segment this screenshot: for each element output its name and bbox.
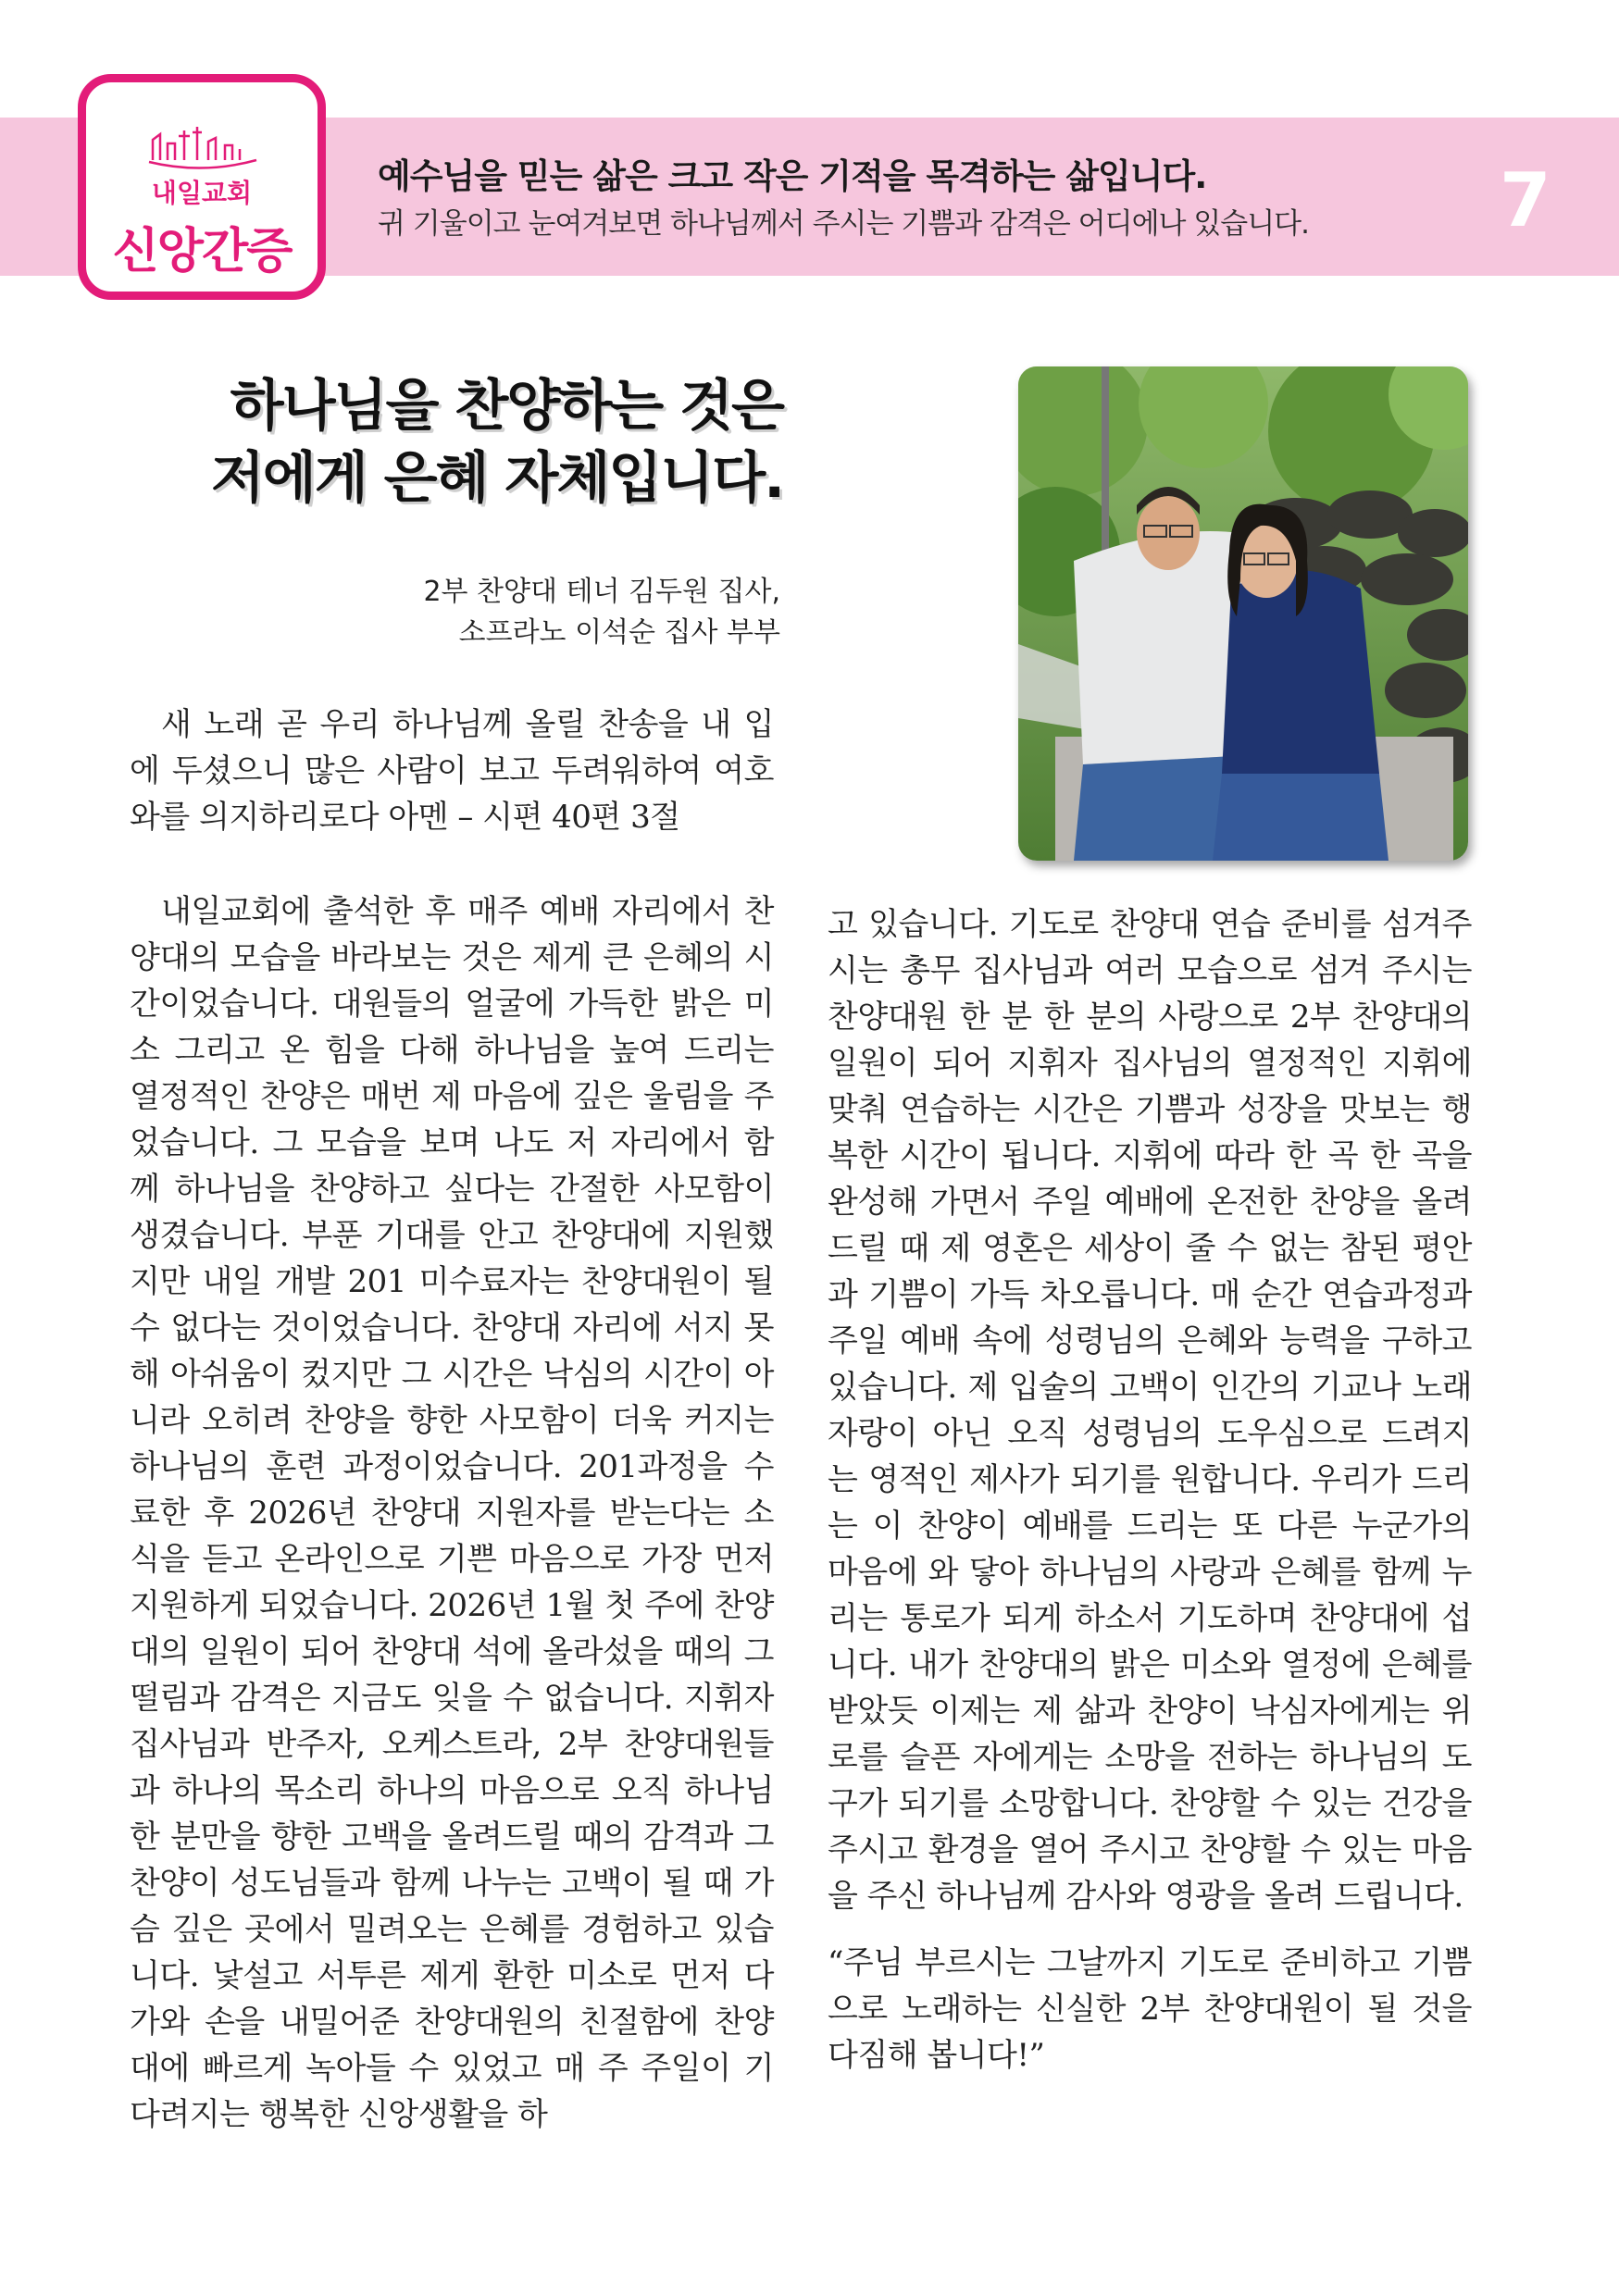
body-column-right (828, 901, 1472, 2079)
article-title-line-1: 하나님을 찬양하는 것은 (230, 374, 783, 439)
verse-text: 새 노래 곧 우리 하나님께 올릴 찬송을 내 입에 두셨으니 많은 사람이 보고 두려워하여 여호와를 의지하리로다 아멘 – 시편 40편 3절 (130, 706, 774, 836)
scripture-verse (130, 701, 774, 840)
body-paragraph-2: 고 있습니다. 기도로 찬양대 연습 준비를 섬겨주시는 총무 집사님과 여러 모습으로 섬겨 주시는 찬양대원 한 분 한 분의 사랑으로 2부 찬양대의 일원이 되어 지휘자 집사님의 열정적인 지휘에 맞춰 연습하는 시간은 기쁨과 성장을 맛보는 행복한 시간이 됩니다. 지휘에 따라 한 곡 한 곡을 완성해 가면서 주일 예배에 온전한 찬양을 올려드릴 때 제 영혼은 세상이 줄 수 없는 참된 평안과 기쁨이 가득 차오릅니다. 매 순간 연습과정과 주일 예배 속에 성령님의 은혜와 능력을 구하고 있습니다. 제 입술의 고백이 인간의 기교나 노래자랑이 아닌 오직 성령님의 도우심으로 드려지는 영적인 제사가 되기를 원합니다. 우리가 드리는 이 찬양이 예배를 드리는 또 다른 누군가의 마음에 와 닿아 하나님의 사랑과 은혜를 함께 누리는 통로가 되게 하소서 기도하며 찬양대에 섭니다. 내가 찬양대의 밝은 미소와 열정에 은혜를 받았듯 이제는 제 삶과 찬양이 낙심자에게는 위로를 슬픈 자에게는 소망을 전하는 하나님의 도구가 되기를 소망합니다. 찬양할 수 있는 건강을 주시고 환경을 열어 주시고 찬양할 수 있는 마음을 주신 하나님께 감사와 영광을 올려 드립니다. (828, 906, 1472, 1915)
byline-line-1: 2부 찬양대 테너 김두원 집사, (423, 576, 780, 608)
couple-photo (1018, 366, 1468, 861)
byline (423, 572, 780, 653)
article-title (211, 370, 783, 515)
header-headline: 예수님을 믿는 삶은 크고 작은 기적을 목격하는 삶입니다. (378, 156, 1207, 196)
church-logo-icon (147, 119, 258, 173)
section-title: 신앙간증 (112, 224, 292, 279)
page-number: 7 (1500, 157, 1551, 243)
closing-quote: “주님 부르시는 그날까지 기도로 준비하고 기쁨으로 노래하는 신실한 2부 찬양대원이 될 것을 다짐해 봅니다!” (828, 1944, 1472, 2074)
section-badge (78, 74, 326, 300)
byline-line-2: 소프라노 이석순 집사 부부 (458, 616, 780, 649)
body-column-left (130, 888, 774, 2138)
church-name: 내일교회 (151, 178, 253, 208)
header-subheadline: 귀 기울이고 눈여겨보면 하나님께서 주시는 기쁨과 감격은 어디에나 있습니다. (378, 207, 1309, 241)
article-title-line-2: 저에게 은혜 자체입니다. (210, 446, 783, 511)
body-paragraph-1: 내일교회에 출석한 후 매주 예배 자리에서 찬양대의 모습을 바라보는 것은 제게 큰 은혜의 시간이었습니다. 대원들의 얼굴에 가득한 밝은 미소 그리고 온 힘을 다해 하나님을 높여 드리는 열정적인 찬양은 매번 제 마음에 깊은 울림을 주었습니다. 그 모습을 보며 나도 저 자리에서 함께 하나님을 찬양하고 싶다는 간절한 사모함이 생겼습니다. 부푼 기대를 안고 찬양대에 지원했지만 내일 개발 201 미수료자는 찬양대원이 될 수 없다는 것이었습니다. 찬양대 자리에 서지 못해 아쉬움이 컸지만 그 시간은 낙심의 시간이 아니라 오히려 찬양을 향한 사모함이 더욱 커지는 하나님의 훈련 과정이었습니다. 201과정을 수료한 후 2026년 찬양대 지원자를 받는다는 소식을 듣고 온라인으로 기쁜 마음으로 가장 먼저 지원하게 되었습니다. 2026년 1월 첫 주에 찬양대의 일원이 되어 찬양대 석에 올라섰을 때의 그 떨림과 감격은 지금도 잊을 수 없습니다. 지휘자 집사님과 반주자, 오케스트라, 2부 찬양대원들과 하나의 목소리 하나의 마음으로 오직 하나님 한 분만을 향한 고백을 올려드릴 때의 감격과 그 찬양이 성도님들과 함께 나누는 고백이 될 때 가슴 깊은 곳에서 밀려오는 은혜를 경험하고 있습니다. 낯설고 서투른 제게 환한 미소로 먼저 다가와 손을 내밀어준 찬양대원의 친절함에 찬양대에 빠르게 녹아들 수 있었고 매 주 주일이 기다려지는 행복한 신앙생활을 하 (130, 893, 774, 2133)
